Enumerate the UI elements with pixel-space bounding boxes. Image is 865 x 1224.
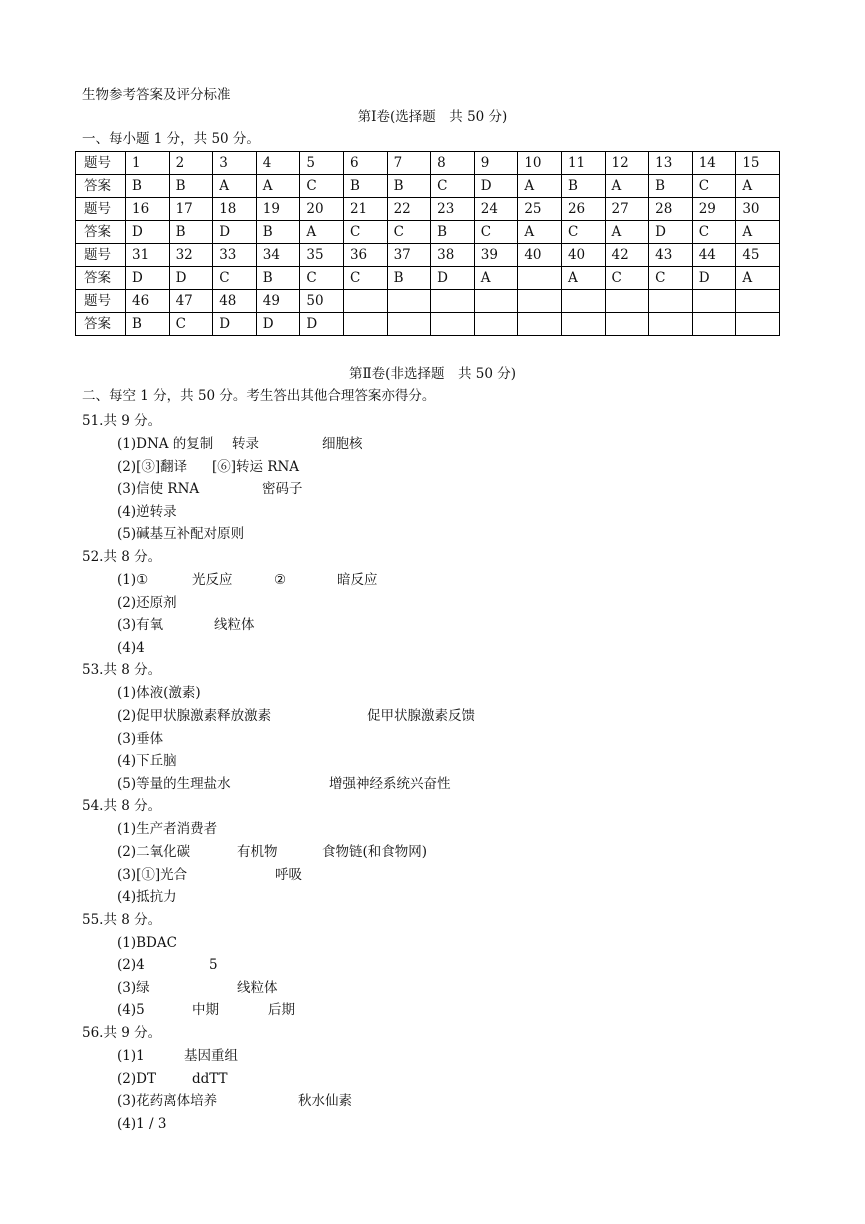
question-number-cell: 21 xyxy=(343,198,387,221)
answer-line xyxy=(82,569,802,592)
answer-part: (2)促甲状腺激素释放激素 xyxy=(117,707,272,724)
question-number-cell: 37 xyxy=(387,244,431,267)
answer-line xyxy=(82,773,802,796)
question-number-cell: 50 xyxy=(300,290,344,313)
answer-cell: B xyxy=(256,221,300,244)
answer-cell xyxy=(518,313,562,336)
question-number-cell: 40 xyxy=(561,244,605,267)
answer-part: ② xyxy=(274,571,287,588)
question-number-cell: 42 xyxy=(605,244,649,267)
answer-cell: B xyxy=(561,175,605,198)
answer-cell: C xyxy=(387,221,431,244)
answer-line xyxy=(82,456,802,479)
row-label-question: 题号 xyxy=(76,290,126,313)
answer-cell: A xyxy=(474,267,518,290)
question-number-cell xyxy=(431,290,475,313)
question-number-cell: 22 xyxy=(387,198,431,221)
answer-part: (4)1 / 3 xyxy=(117,1115,167,1132)
question-number-cell: 9 xyxy=(474,152,518,175)
answer-cell: D xyxy=(474,175,518,198)
row-label-question: 题号 xyxy=(76,152,126,175)
answer-part: 5 xyxy=(209,957,218,974)
question-number-cell: 5 xyxy=(300,152,344,175)
answer-cell xyxy=(431,313,475,336)
question-number-cell: 2 xyxy=(169,152,213,175)
answer-part: 密码子 xyxy=(262,481,303,498)
answer-cell xyxy=(387,313,431,336)
question-number-cell: 46 xyxy=(126,290,170,313)
answer-part: (5)碱基互补配对原则 xyxy=(117,526,245,543)
question-number-cell xyxy=(387,290,431,313)
answer-row xyxy=(76,175,780,198)
answer-part: (1)体液(激素) xyxy=(117,685,201,702)
answer-cell: C xyxy=(343,267,387,290)
answer-cell: B xyxy=(169,221,213,244)
question-title: 53.共 8 分。 xyxy=(82,662,162,679)
answer-part: (3)[①]光合 xyxy=(117,866,188,883)
answer-part: 呼吸 xyxy=(275,866,302,883)
question-number-cell: 48 xyxy=(213,290,257,313)
answer-part: 转录 xyxy=(232,436,259,452)
answer-part: 促甲状腺激素反馈 xyxy=(367,707,475,724)
answer-line xyxy=(82,954,802,977)
answer-part: (2)DT xyxy=(117,1070,156,1087)
answer-part: 中期 xyxy=(192,1002,219,1019)
answer-cell: A xyxy=(605,221,649,244)
answer-part: (4)逆转录 xyxy=(117,503,177,520)
answer-cell: A xyxy=(736,221,780,244)
answer-part: (4)下丘脑 xyxy=(117,753,177,770)
question-number-cell: 8 xyxy=(431,152,475,175)
answer-cell xyxy=(561,313,605,336)
answer-line xyxy=(82,999,802,1022)
answer-cell: C xyxy=(474,221,518,244)
part2-heading: 第Ⅱ卷(非选择题 共 50 分) xyxy=(349,366,516,382)
question-number-cell: 11 xyxy=(561,152,605,175)
answer-cell: B xyxy=(343,175,387,198)
question-number-cell xyxy=(343,290,387,313)
answer-cell: B xyxy=(126,313,170,336)
answer-row xyxy=(76,267,780,290)
answer-cell: A xyxy=(561,267,605,290)
question-number-cell: 19 xyxy=(256,198,300,221)
answer-line xyxy=(82,864,802,887)
answer-part: (4)4 xyxy=(117,639,145,656)
answer-cell: D xyxy=(126,267,170,290)
answer-line xyxy=(82,750,802,773)
answer-part: 食物链(和食物网) xyxy=(322,843,428,860)
question-number-cell: 35 xyxy=(300,244,344,267)
question-number-cell: 26 xyxy=(561,198,605,221)
question-number-cell: 29 xyxy=(692,198,736,221)
question-number-cell xyxy=(736,290,780,313)
answer-table xyxy=(75,151,780,336)
answer-cell: C xyxy=(692,175,736,198)
answer-line xyxy=(82,433,802,456)
answer-part: (3)花药离体培养 xyxy=(117,1093,218,1110)
question-number-cell: 34 xyxy=(256,244,300,267)
question-answers xyxy=(82,410,802,1135)
answer-cell xyxy=(343,313,387,336)
answer-cell: A xyxy=(736,175,780,198)
answer-cell xyxy=(605,313,649,336)
answer-cell xyxy=(474,313,518,336)
answer-line xyxy=(82,592,802,615)
part2-scoring-note: 二、每空 1 分，共 50 分。考生答出其他合理答案亦得分。 xyxy=(82,388,436,404)
answer-cell: D xyxy=(213,313,257,336)
question-number-cell: 45 xyxy=(736,244,780,267)
document-title: 生物参考答案及评分标准 xyxy=(82,87,231,103)
question-number-cell: 23 xyxy=(431,198,475,221)
question-number-cell: 33 xyxy=(213,244,257,267)
question-title: 52.共 8 分。 xyxy=(82,548,162,565)
answer-part: 光反应 xyxy=(192,571,233,588)
answer-part: (2)还原剂 xyxy=(117,594,177,611)
question-number-cell: 43 xyxy=(649,244,693,267)
question-number-cell xyxy=(649,290,693,313)
answer-part: (4)抵抗力 xyxy=(117,889,177,906)
answer-cell: D xyxy=(126,221,170,244)
row-label-question: 题号 xyxy=(76,198,126,221)
answer-cell: C xyxy=(169,313,213,336)
answer-cell: B xyxy=(649,175,693,198)
question-number-cell: 13 xyxy=(649,152,693,175)
answer-cell: D xyxy=(649,221,693,244)
answer-row xyxy=(76,313,780,336)
question-number-cell: 7 xyxy=(387,152,431,175)
answer-cell: B xyxy=(431,221,475,244)
answer-part: ddTT xyxy=(192,1070,228,1087)
question-number-cell xyxy=(518,290,562,313)
question-number-cell: 39 xyxy=(474,244,518,267)
answer-cell: D xyxy=(300,313,344,336)
answer-cell: B xyxy=(387,267,431,290)
answer-line xyxy=(82,705,802,728)
answer-cell: B xyxy=(256,267,300,290)
question-number-cell: 1 xyxy=(126,152,170,175)
question-number-cell: 32 xyxy=(169,244,213,267)
answer-line xyxy=(82,728,802,751)
question-number-row xyxy=(76,152,780,175)
question-number-cell xyxy=(561,290,605,313)
question-number-row xyxy=(76,244,780,267)
answer-cell: D xyxy=(213,221,257,244)
answer-cell: A xyxy=(605,175,649,198)
question-number-cell: 27 xyxy=(605,198,649,221)
question-number-cell: 14 xyxy=(692,152,736,175)
answer-part: (1)生产者消费者 xyxy=(117,821,218,838)
answer-part: (2)二氧化碳 xyxy=(117,843,191,860)
question-number-cell: 24 xyxy=(474,198,518,221)
answer-line xyxy=(82,523,802,546)
answer-row xyxy=(76,221,780,244)
answer-part: (3)垂体 xyxy=(117,730,164,747)
row-label-question: 题号 xyxy=(76,244,126,267)
question-number-cell: 15 xyxy=(736,152,780,175)
answer-part: 线粒体 xyxy=(214,617,255,634)
question-title: 56.共 9 分。 xyxy=(82,1025,162,1042)
answer-part: 线粒体 xyxy=(237,979,278,996)
answer-cell: C xyxy=(561,221,605,244)
row-label-answer: 答案 xyxy=(76,221,126,244)
answer-part: (1)1 xyxy=(117,1048,145,1065)
question-number-cell: 17 xyxy=(169,198,213,221)
answer-line xyxy=(82,1068,802,1091)
answer-line xyxy=(82,886,802,909)
question-number-cell: 10 xyxy=(518,152,562,175)
answer-cell xyxy=(649,313,693,336)
question-title: 54.共 8 分。 xyxy=(82,798,162,815)
part1-scoring-note: 一、每小题 1 分，共 50 分。 xyxy=(82,131,260,147)
question-number-cell: 47 xyxy=(169,290,213,313)
answer-part: 增强神经系统兴奋性 xyxy=(329,775,451,792)
answer-part: (1)① xyxy=(117,571,149,588)
answer-line xyxy=(82,682,802,705)
answer-line xyxy=(82,1045,802,1068)
answer-line xyxy=(82,478,802,501)
answer-cell: C xyxy=(213,267,257,290)
answer-line xyxy=(82,1090,802,1113)
question-number-cell: 12 xyxy=(605,152,649,175)
answer-cell: D xyxy=(692,267,736,290)
answer-part: (3)绿 xyxy=(117,979,150,996)
question-number-cell: 25 xyxy=(518,198,562,221)
answer-cell: B xyxy=(126,175,170,198)
answer-part: (5)等量的生理盐水 xyxy=(117,775,231,792)
question-number-cell: 16 xyxy=(126,198,170,221)
question-title: 51.共 9 分。 xyxy=(82,413,162,429)
question-number-cell: 6 xyxy=(343,152,387,175)
question-number-row xyxy=(76,198,780,221)
answer-part: 有机物 xyxy=(237,843,278,860)
question-number-cell: 36 xyxy=(343,244,387,267)
question-number-cell: 3 xyxy=(213,152,257,175)
answer-cell: D xyxy=(431,267,475,290)
question-number-cell: 28 xyxy=(649,198,693,221)
answer-line xyxy=(82,977,802,1000)
question-number-cell xyxy=(474,290,518,313)
answer-part: (2)[③]翻译 xyxy=(117,458,188,475)
answer-cell: C xyxy=(300,267,344,290)
answer-line xyxy=(82,932,802,955)
question-number-cell: 31 xyxy=(126,244,170,267)
answer-part: (1)DNA 的复制 xyxy=(117,436,214,452)
answer-part: (3)有氧 xyxy=(117,617,164,634)
answer-part: (3)信使 RNA xyxy=(117,481,200,498)
answer-cell xyxy=(518,267,562,290)
answer-part: [⑥]转运 RNA xyxy=(212,458,300,475)
answer-part: (4)5 xyxy=(117,1002,145,1019)
answer-line xyxy=(82,614,802,637)
question-number-cell: 18 xyxy=(213,198,257,221)
answer-cell: C xyxy=(692,221,736,244)
answer-line xyxy=(82,841,802,864)
answer-part: 基因重组 xyxy=(184,1048,238,1065)
question-number-cell: 4 xyxy=(256,152,300,175)
answer-cell: A xyxy=(736,267,780,290)
question-number-cell: 40 xyxy=(518,244,562,267)
answer-line xyxy=(82,818,802,841)
answer-cell: B xyxy=(387,175,431,198)
question-number-cell: 38 xyxy=(431,244,475,267)
answer-part: (2)4 xyxy=(117,957,145,974)
question-number-cell xyxy=(692,290,736,313)
answer-cell: A xyxy=(213,175,257,198)
answer-cell: B xyxy=(169,175,213,198)
part1-heading: 第Ⅰ卷(选择题 共 50 分) xyxy=(357,109,508,125)
answer-cell: A xyxy=(256,175,300,198)
answer-cell xyxy=(692,313,736,336)
answer-line xyxy=(82,501,802,524)
answer-cell: A xyxy=(518,221,562,244)
answer-part: 秋水仙素 xyxy=(298,1093,352,1110)
question-title: 55.共 8 分。 xyxy=(82,911,162,928)
answer-cell: A xyxy=(518,175,562,198)
question-number-cell: 20 xyxy=(300,198,344,221)
answer-cell: D xyxy=(256,313,300,336)
answer-part: 暗反应 xyxy=(337,571,378,588)
answer-line xyxy=(82,1113,802,1136)
answer-cell: C xyxy=(300,175,344,198)
answer-cell xyxy=(736,313,780,336)
question-number-cell: 49 xyxy=(256,290,300,313)
answer-cell: C xyxy=(605,267,649,290)
answer-cell: C xyxy=(649,267,693,290)
question-number-row xyxy=(76,290,780,313)
row-label-answer: 答案 xyxy=(76,267,126,290)
question-number-cell xyxy=(605,290,649,313)
answer-part: (1)BDAC xyxy=(117,934,177,951)
row-label-answer: 答案 xyxy=(76,313,126,336)
answer-cell: D xyxy=(169,267,213,290)
question-number-cell: 44 xyxy=(692,244,736,267)
question-number-cell: 30 xyxy=(736,198,780,221)
answer-part: 细胞核 xyxy=(322,436,363,452)
answer-cell: A xyxy=(300,221,344,244)
answer-cell: C xyxy=(431,175,475,198)
answer-cell: C xyxy=(343,221,387,244)
row-label-answer: 答案 xyxy=(76,175,126,198)
answer-line xyxy=(82,637,802,660)
answer-part: 后期 xyxy=(268,1002,295,1019)
